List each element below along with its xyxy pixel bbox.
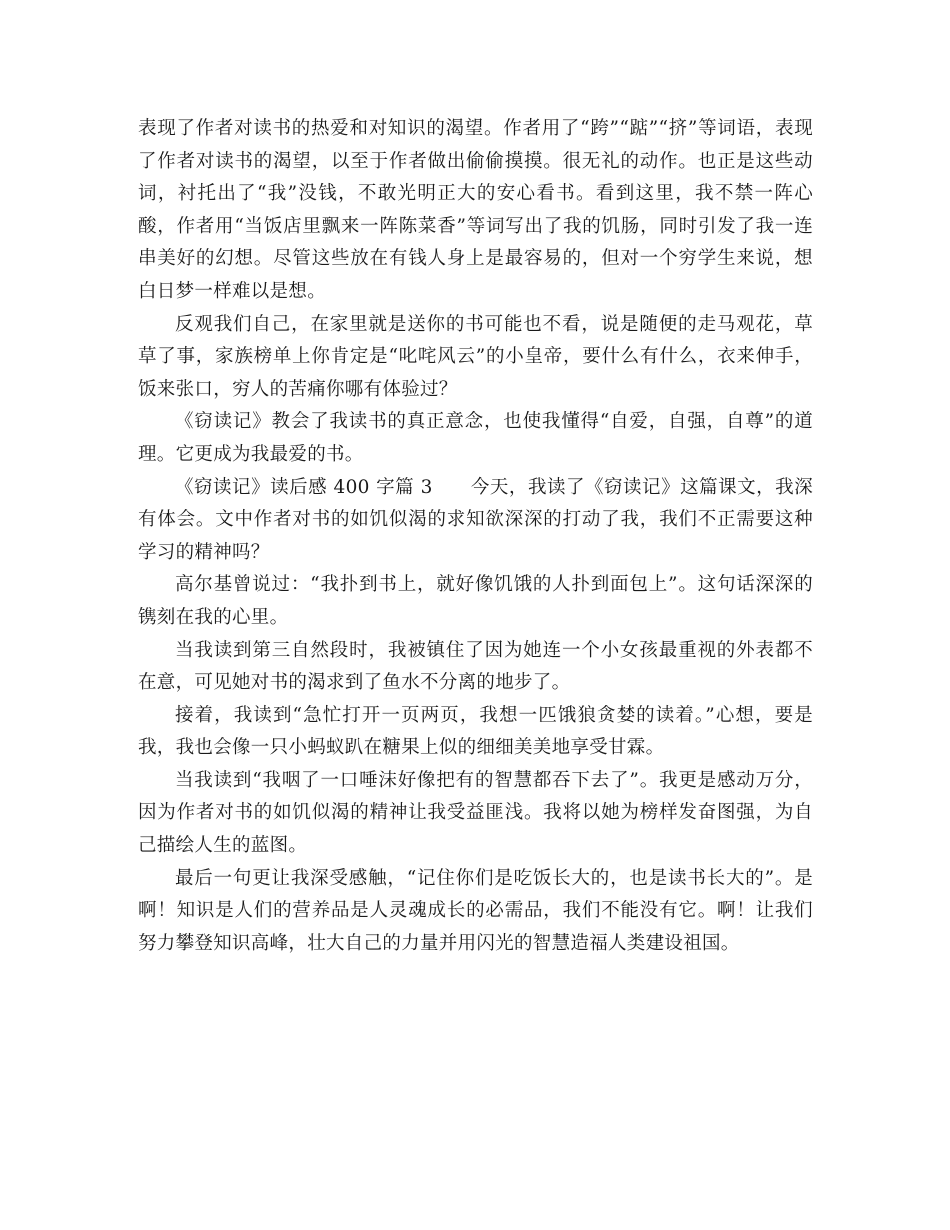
paragraph-3: 《窃读记》教会了我读书的真正意念，也使我懂得“自爱，自强，自尊”的道理。它更成为我最爱的书。 <box>138 411 813 465</box>
document-body <box>138 113 813 960</box>
paragraph-5: 高尔基曾说过：“我扑到书上，就好像饥饿的人扑到面包上”。这句话深深的镌刻在我的心里。 <box>138 574 813 628</box>
paragraph-8: 当我读到“我咽了一口唾沫好像把有的智慧都吞下去了”。我更是感动万分，因为作者对书的如饥似渴的精神让我受益匪浅。我将以她为榜样发奋图强，为自己描绘人生的蓝图。 <box>138 769 813 857</box>
paragraph-4: 《窃读记》读后感 400 字篇 3 今天，我读了《窃读记》这篇课文，我深有体会。文中作者对书的如饥似渴的求知欲深深的打动了我，我们不正需要这种学习的精神吗？ <box>138 476 813 563</box>
paragraph-6: 当我读到第三自然段时，我被镇住了因为她连一个小女孩最重视的外表都不在意，可见她对书的渴求到了鱼水不分离的地步了。 <box>138 639 813 694</box>
paragraph-1: 表现了作者对读书的热爱和对知识的渴望。作者用了“跨”“踮”“挤”等词语，表现了作者对读书的渴望，以至于作者做出偷偷摸摸。很无礼的动作。也正是这些动词，衬托出了“我”没钱，不敢光明正大的安心看书。看到这里，我不禁一阵心酸，作者用“当饭店里飘来一阵陈菜香”等词写出了我的饥肠，同时引发了我一连串美好的幻想。尽管这些放在有钱人身上是最容易的，但对一个穷学生来说，想白日梦一样难以是想。 <box>138 118 813 302</box>
paragraph-7: 接着，我读到“急忙打开一页两页，我想一匹饿狼贪婪的读着。”心想，要是我，我也会像一只小蚂蚁趴在糖果上似的细细美美地享受甘霖。 <box>138 704 813 759</box>
paragraph-2: 反观我们自己，在家里就是送你的书可能也不看，说是随便的走马观花，草草了事，家族榜单上你肯定是“叱咤风云”的小皇帝，要什么有什么，衣来伸手，饭来张口，穷人的苦痛你哪有体验过？ <box>138 313 813 400</box>
paragraph-9: 最后一句更让我深受感触，“记住你们是吃饭长大的，也是读书长大的”。是啊！知识是人们的营养品是人灵魂成长的必需品，我们不能没有它。啊！让我们努力攀登知识高峰，壮大自己的力量并用闪光的智慧造福人类建设祖国。 <box>138 867 813 954</box>
